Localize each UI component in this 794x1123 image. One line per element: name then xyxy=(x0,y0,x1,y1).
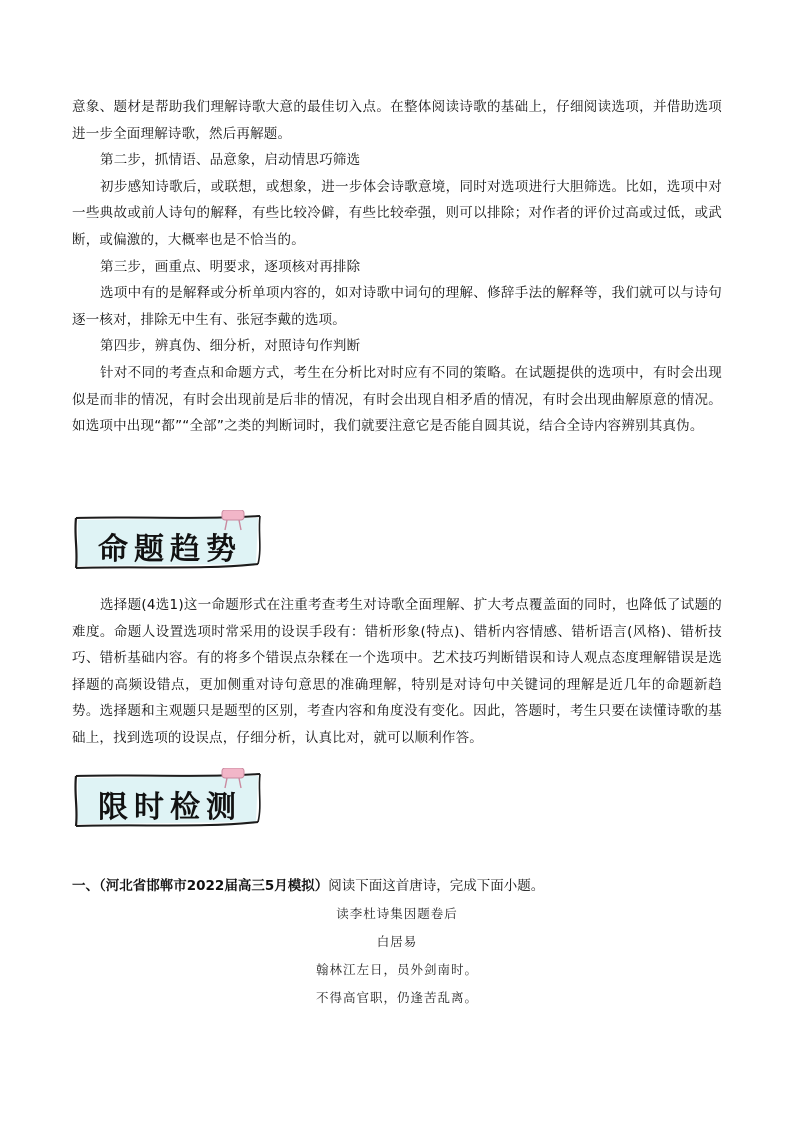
intro-paragraph: 意象、题材是帮助我们理解诗歌大意的最佳切入点。在整体阅读诗歌的基础上，仔细阅读选项，并借助选项进一步全面理解诗歌，然后再解题。 xyxy=(72,99,722,142)
test-banner-title: 限时检测 xyxy=(98,790,242,825)
poem-line-1: 翰林江左日，员外剑南时。 xyxy=(315,962,478,977)
poem-line-2: 不得高官职，仍逢苦乱离。 xyxy=(315,990,478,1005)
poem-title: 读李杜诗集因题卷后 xyxy=(336,906,458,921)
intro-section xyxy=(72,94,722,440)
step2-title: 第二步，抓情语、品意象，启动情思巧筛选 xyxy=(100,152,361,169)
step4-title: 第四步，辨真伪、细分析，对照诗句作判断 xyxy=(100,338,361,355)
question-header xyxy=(72,874,722,898)
step4-body: 针对不同的考查点和命题方式，考生在分析比对时应有不同的策略。在试题提供的选项中，有时会出现似是而非的情况，有时会出现前是后非的情况，有时会出现自相矛盾的情况，有时会出现曲解原意的情况。如选项中出现“都”“全部”之类的判断词时，我们就要注意它是否能自圆其说，结合全诗内容辨别其真伪。 xyxy=(72,364,722,435)
poem-author: 白居易 xyxy=(376,934,418,949)
question-source: （河北省邯郸市2022届高三5月模拟） xyxy=(99,878,329,894)
step3-body: 选项中有的是解释或分析单项内容的，如对诗歌中词句的理解、修辞手法的解释等，我们就可以与诗句逐一核对，排除无中生有、张冠李戴的选项。 xyxy=(72,285,722,328)
trend-body: 选择题(4选1)这一命题形式在注重考查考生对诗歌全面理解、扩大考点覆盖面的同时，也降低了试题的难度。命题人设置选项时常采用的设误手段有：错析形象(特点)、错析内容情感、错析语言(风格)、错析技巧、错析基础内容。有的将多个错误点杂糅在一个选项中。艺术技巧判断错误和诗人观点态度理解错误是选择题的高频设错点，更加侧重对诗句意思的准确理解，特别是对诗句中关键词的理解是近几年的命题新趋势。选择题和主观题只是题型的区别，考查内容和角度没有变化。因此，答题时，考生只要在读懂诗歌的基础上，找到选项的设误点，仔细分析，认真比对，就可以顺利作答。 xyxy=(72,597,722,746)
question-number: 一、 xyxy=(72,878,99,894)
trend-banner xyxy=(72,510,268,574)
step3-title: 第三步，画重点、明要求，逐项核对再排除 xyxy=(100,258,361,275)
test-banner xyxy=(72,768,268,832)
step2-body: 初步感知诗歌后，或联想，或想象，进一步体会诗歌意境，同时对选项进行大胆筛选。比如，选项中对一些典故或前人诗句的解释，有些比较冷僻，有些比较牵强，则可以排除；对作者的评价过高或过低，或武断，或偏激的，大概率也是不恰当的。 xyxy=(72,178,722,248)
question-prompt: 阅读下面这首唐诗，完成下面小题。 xyxy=(328,878,545,894)
trend-section xyxy=(72,592,722,752)
trend-banner-title: 命题趋势 xyxy=(98,532,242,567)
